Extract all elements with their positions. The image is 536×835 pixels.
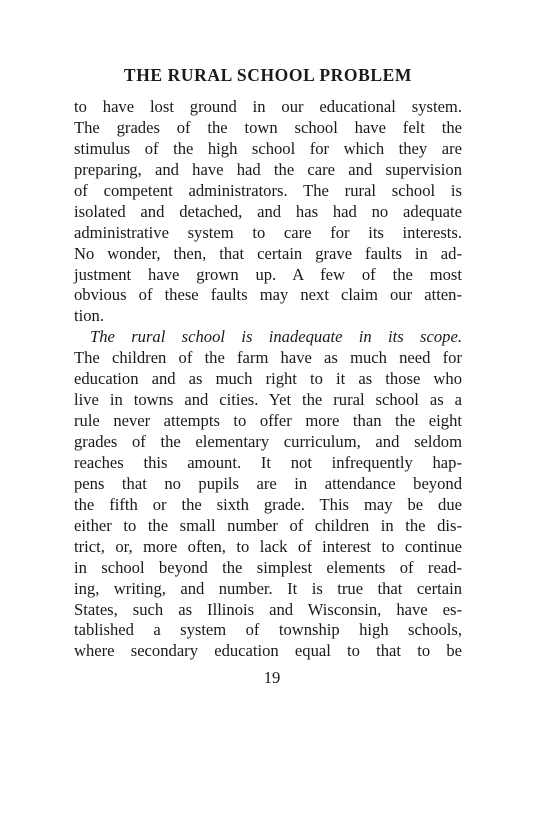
text-line: to have lost ground in our educational system.	[74, 97, 462, 116]
text-line: live in towns and cities. Yet the rural school as a	[74, 390, 462, 410]
running-head: THE RURAL SCHOOL PROBLEM	[123, 65, 413, 85]
paragraph-heading: The rural school is inadequate in its scope.	[90, 327, 462, 347]
text-line: reaches this amount. It not infrequently hap-	[74, 452, 462, 472]
text-line: trict, or, more often, to lack of interest to continue	[74, 536, 462, 556]
text-line: grades of the elementary curriculum, and seldom	[74, 432, 462, 451]
body-text	[74, 97, 462, 662]
text-line: No wonder, then, that certain grave faults in ad-	[74, 243, 462, 263]
text-line: isolated and detached, and has had no adequate	[74, 201, 462, 221]
text-line: stimulus of the high school for which they are	[74, 138, 462, 158]
text-line: administrative system to care for its interests.	[74, 222, 462, 242]
text-line: either to the small number of children in the dis-	[74, 515, 462, 535]
text-line: States, such as Illinois and Wisconsin, have es-	[74, 599, 462, 619]
text-line: obvious of these faults may next claim our atten-	[74, 285, 462, 305]
text-line: where secondary education equal to that to be	[74, 641, 462, 661]
text-line: tablished a system of township high schools,	[74, 620, 462, 640]
text-line: education and as much right to it as those who	[74, 369, 462, 389]
text-line: pens that no pupils are in attendance beyond	[74, 473, 462, 493]
text-line: rule never attempts to offer more than the eight	[74, 411, 462, 431]
text-line: The children of the farm have as much need for	[74, 348, 462, 368]
text-line: justment have grown up. A few of the most	[74, 264, 462, 284]
text-line: in school beyond the simplest elements of read-	[74, 557, 462, 577]
text-line: ing, writing, and number. It is true that certain	[74, 578, 462, 598]
text-line: of competent administrators. The rural school is	[74, 180, 462, 200]
text-line: The grades of the town school have felt the	[74, 117, 462, 137]
text-line: tion.	[74, 306, 104, 326]
text-line: preparing, and have had the care and supervision	[74, 159, 462, 179]
text-line: the fifth or the sixth grade. This may be due	[74, 494, 462, 514]
page-number: 19	[263, 668, 281, 687]
